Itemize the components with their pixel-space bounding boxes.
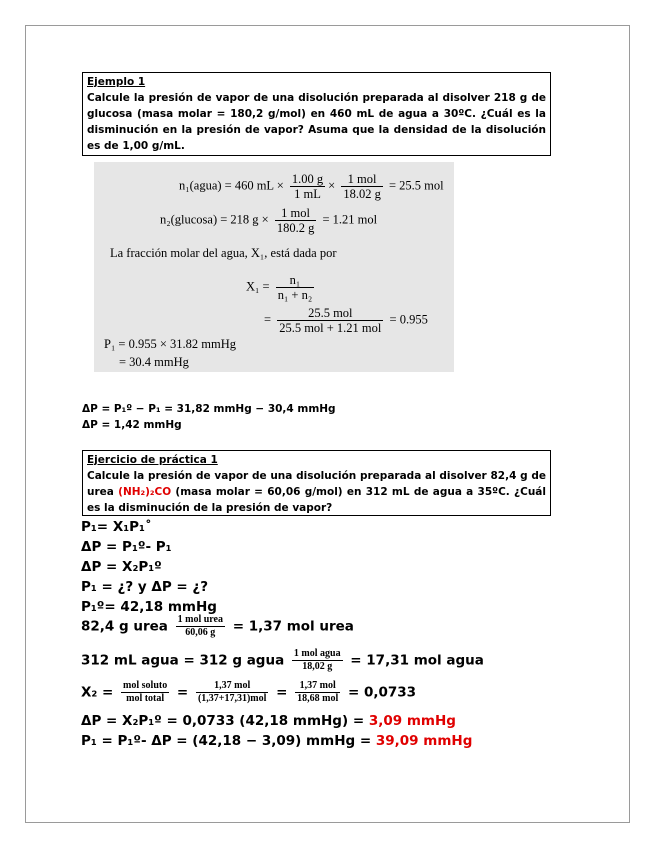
textbook-excerpt (94, 162, 454, 372)
mole-fraction-sentence: La fracción molar del agua, X₁, está dada por (110, 246, 337, 260)
practice-text-after: (masa molar = 60,06 g/mol) en 312 mL de agua a 35ºC. ¿Cuál es la disminución de la presión de vapor? (87, 486, 546, 514)
fraction: 1 mol urea 60,06 g (177, 614, 223, 638)
fraction: $\frac{\text{1 mol}}{18.02 g}$ (343, 172, 381, 201)
urea-formula: (NH₂)₂CO (118, 486, 172, 498)
example-box (82, 72, 551, 156)
practice-box (82, 450, 551, 516)
p1-line1: P₁ = 0.955 × 31.82 mmHg (104, 337, 237, 351)
solution-line-1: P₁= X₁P₁˚ (81, 519, 152, 535)
practice-title: Ejercicio de práctica 1 (87, 454, 218, 466)
solution-line-9: ΔP = X₂P₁º = 0,0733 (42,18 mmHg) = 3,09 mmHg (81, 713, 456, 729)
n2-label: n₂(glucosa) = 218 g × (160, 212, 269, 227)
solution-line-3: ΔP = X₂P₁º (81, 559, 162, 575)
fraction: $\frac{\text{1 mol}}{180.2 g}$ (276, 206, 315, 235)
delta-p-answer: 3,09 mmHg (368, 713, 456, 729)
x1-equation-numeric: = $\frac{\text{25.5 mol}}{\text{25.5 mol + 1.21 mol}}$ = 0.955 (264, 306, 428, 335)
n1-equation: n₁(agua) = 460 mL × $\frac{1.00 g}{1 mL}$ × $\frac{\text{1 mol}}{18.02 g}$ = 25.5 mol (179, 172, 444, 201)
delta-line-1: ΔP = P₁º − P₁ = 31,82 mmHg − 30,4 mmHg (82, 403, 336, 415)
p1-line2: = 30.4 mmHg (119, 355, 189, 369)
solution-line-6: 82,4 g urea 1 mol urea 60,06 g = 1,37 mol urea (81, 614, 354, 638)
x1-result: = 0.955 (389, 312, 428, 327)
example-text: Calcule la presión de vapor de una disolución preparada al disolver 218 g de glucosa (masa molar = 180,2 g/mol) en 460 mL de agua a 30ºC. ¿Cuál es la disminución en la presión de vapor? Asuma que la densidad de la disolución es de 1,00 g/mL. (87, 92, 546, 152)
n1-result: = 25.5 mol (388, 178, 444, 193)
solution-line-7: 312 mL agua = 312 g agua 1 mol agua 18,02 g = 17,31 mol agua (81, 648, 484, 672)
x1-label: X₁ = (246, 279, 270, 294)
fraction: mol soluto mol total (123, 680, 168, 704)
delta-line-2: ΔP = 1,42 mmHg (82, 419, 182, 431)
fraction: $\frac{\text{n₁}}{\text{n₁ + n₂}}$ (277, 273, 313, 302)
solution-line-4: P₁ = ¿? y ΔP = ¿? (81, 579, 209, 595)
example-title: Ejemplo 1 (87, 76, 146, 88)
fraction: 1 mol agua 18,02 g (293, 648, 341, 672)
fraction: $\frac{\text{25.5 mol}}{\text{25.5 mol + 1.21 mol}}$ (279, 306, 382, 335)
n2-equation (160, 206, 377, 235)
x1-equation (246, 273, 317, 302)
solution-line-8: X₂ = mol soluto mol total = 1,37 mol (1,37+17,31)mol = 1,37 mol 18,68 mol = 0,0733 (81, 680, 417, 704)
fraction: 1,37 mol 18,68 mol (297, 680, 339, 704)
solution-line-2: ΔP = P₁º- P₁ (81, 539, 172, 555)
n2-result: = 1.21 mol (322, 212, 378, 227)
n1-label: n₁(agua) = 460 mL × (179, 178, 284, 193)
practice-text-before: Calcule la presión de vapor de una disolución preparada al disolver 82,4 g de urea (87, 470, 546, 498)
solution-line-10: P₁ = P₁º- ΔP = (42,18 − 3,09) mmHg = 39,09 mmHg (81, 733, 473, 749)
fraction: $\frac{1.00 g}{1 mL}$ (291, 172, 324, 201)
solution-line-5: P₁º= 42,18 mmHg (81, 599, 217, 615)
fraction: 1,37 mol (1,37+17,31)mol (197, 680, 267, 704)
p1-answer: 39,09 mmHg (375, 733, 473, 749)
